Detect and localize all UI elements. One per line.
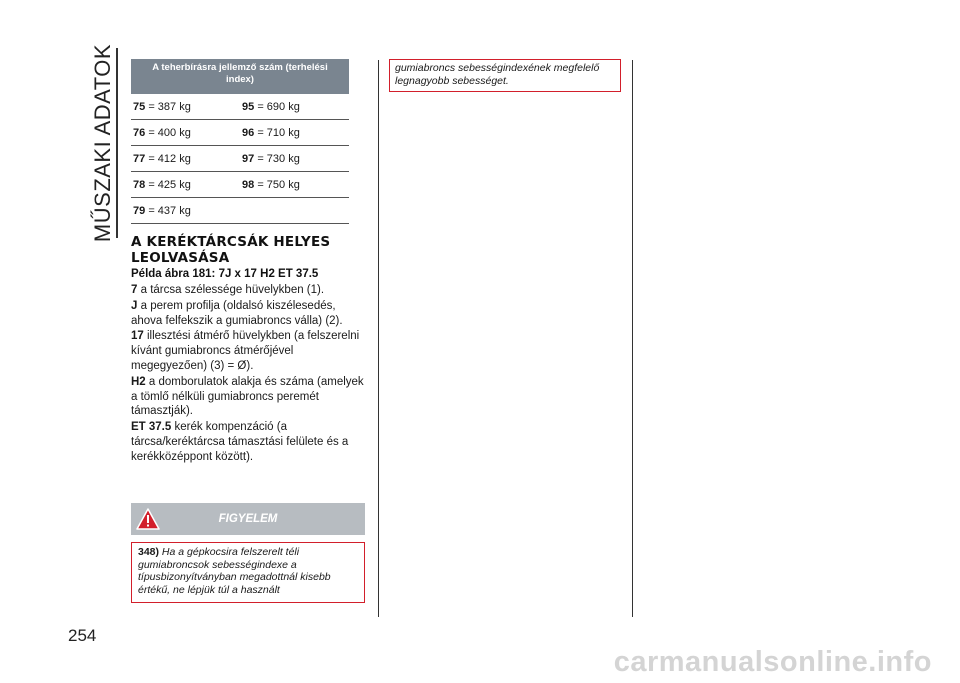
- warning-header: [131, 503, 365, 535]
- chapter-title: MŰSZAKI ADATOK: [90, 43, 115, 243]
- table-header: A teherbírásra jellemző szám (terhelési index): [131, 59, 349, 94]
- chapter-title-rule: [116, 48, 118, 238]
- definition-item: H2 a domborulatok alakja és száma (amelyek a tömlő nélküli gumiabroncs peremét támasztják).: [131, 375, 364, 418]
- table-row: 79 = 437 kg: [131, 198, 349, 224]
- load-index-table: [131, 59, 349, 224]
- page-number: 254: [68, 626, 97, 645]
- column-divider: [378, 60, 379, 617]
- table-row: 77 = 412 kg 97 = 730 kg: [131, 146, 349, 172]
- section-heading: A KERÉKTÁRCSÁK HELYES LEOLVASÁSA: [131, 234, 331, 266]
- warning-triangle-icon: [131, 503, 165, 535]
- warning-title: FIGYELEM: [218, 513, 278, 525]
- warning-continuation-text: gumiabroncs sebességindexének megfelelő legnagyobb sebességet.: [395, 62, 600, 87]
- definition-item: ET 37.5 kerék kompenzáció (a tárcsa/keréktárcsa támasztási felülete és a kerékközéppont között).: [131, 421, 349, 463]
- example-line: Példa ábra 181: 7J x 17 H2 ET 37.5: [131, 268, 319, 280]
- warning-text: Ha a gépkocsira felszerelt téli gumiabroncsok sebességindexe a típusbizonyítványban megadottnál kisebb értékű, ne lépjük túl a használt: [138, 546, 331, 596]
- watermark: carmanualsonline.info: [613, 646, 932, 678]
- column-divider: [632, 60, 633, 617]
- definitions-list: [131, 283, 367, 466]
- definition-item: J a perem profilja (oldalsó kiszélesedés, ahova felfekszik a gumiabroncs válla) (2).: [131, 299, 343, 327]
- warning-number: 348): [138, 546, 160, 558]
- table-row: 76 = 400 kg 96 = 710 kg: [131, 120, 349, 146]
- table-row: 75 = 387 kg 95 = 690 kg: [131, 94, 349, 120]
- table-row: 78 = 425 kg 98 = 750 kg: [131, 172, 349, 198]
- definition-item: 17 illesztési átmérő hüvelykben (a felszerelni kívánt gumiabroncs átmérőjével megegyezően) (3) = Ø).: [131, 330, 360, 372]
- warning-box: [131, 542, 365, 603]
- warning-continuation-box: [389, 59, 621, 92]
- definition-item: 7 a tárcsa szélessége hüvelykben (1).: [131, 284, 325, 296]
